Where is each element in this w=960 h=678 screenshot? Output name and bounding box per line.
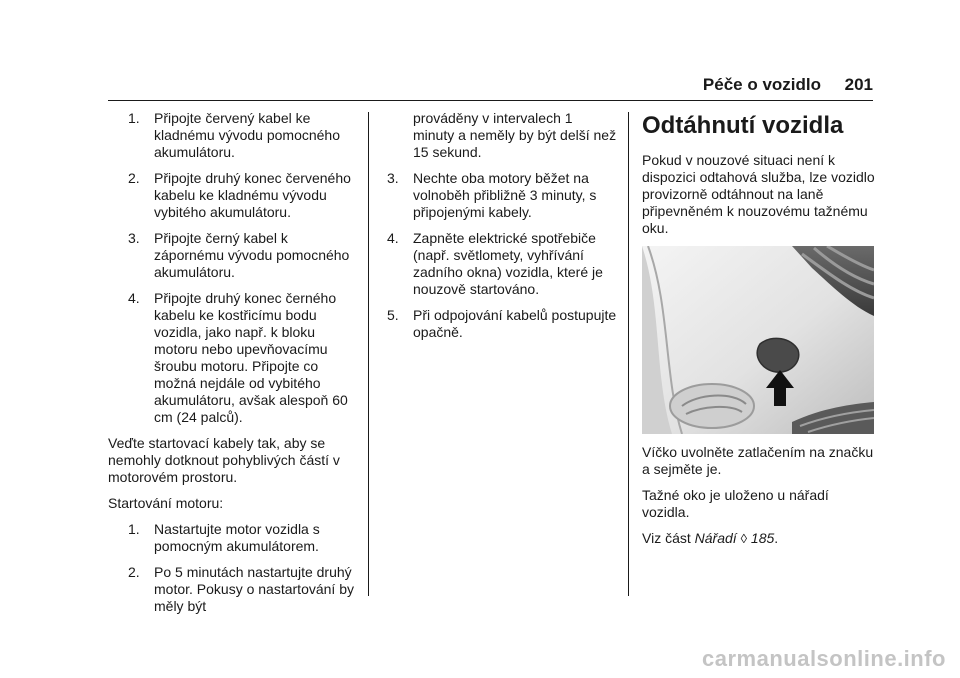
step-text: Při odpojování kabelů postupujte opačně.: [413, 307, 617, 340]
list-item: [128, 230, 358, 281]
list-item: [128, 521, 358, 555]
column-left: [108, 110, 358, 624]
column-divider: [368, 112, 369, 596]
column-middle: [387, 110, 617, 350]
towing-eye-cover-photo: [642, 246, 874, 434]
step-number: 4.: [128, 290, 140, 306]
list-item: [128, 290, 358, 426]
page-number: 201: [844, 75, 873, 94]
page-title: Péče o vozidlo: [702, 75, 821, 94]
watermark: carmanualsonline.info: [702, 646, 946, 671]
list-item: [387, 230, 617, 298]
step-text: Nastartujte motor vozidla s pomocným akumulátorem.: [154, 521, 320, 554]
step-text: Připojte druhý konec červeného kabelu ke kladnému vývodu vybitého akumulátoru.: [154, 170, 351, 220]
page-reference-icon: ◊: [740, 531, 748, 546]
cross-reference: [642, 530, 877, 547]
step-number: 1.: [128, 521, 140, 537]
reference-link[interactable]: Nářadí: [694, 530, 737, 546]
towing-eye-note: Tažné oko je uloženo u nářadí vozidla.: [642, 487, 829, 520]
column-divider: [628, 112, 629, 596]
step-text: Zapněte elektrické spotřebiče (např. světlomety, vyhřívání zadního okna) vozidla, které je nouzově startováno.: [413, 230, 603, 297]
list-item: [128, 170, 358, 221]
photo-caption: Víčko uvolněte zatlačením na značku a sejměte je.: [642, 444, 874, 477]
step-text: Připojte druhý konec černého kabelu ke kostřicímu bodu vozidla, jako např. k bloku motoru nebo upevňovacímu šroubu motoru. Připojte co možná nejdále od vybitého akumulátoru, avšak alespoň 60 cm (24 palců).: [154, 290, 348, 425]
list-item: [387, 170, 617, 221]
list-item: [128, 110, 358, 161]
step-text: Nechte oba motory běžet na volnoběh přibližně 3 minuty, s připojenými kabely.: [413, 170, 597, 220]
reference-suffix: .: [774, 530, 779, 546]
reference-page[interactable]: 185: [750, 530, 775, 546]
paragraph-cables: Veďte startovací kabely tak, aby se nemohly dotknout pohyblivých částí v motorovém prostoru.: [108, 435, 340, 485]
step-number: 3.: [387, 170, 399, 186]
list-item-continuation: [387, 110, 617, 161]
section-title: Odtáhnutí vozidla: [642, 112, 844, 139]
step-text: Připojte černý kabel k zápornému vývodu pomocného akumulátoru.: [154, 230, 350, 280]
step-number: 2.: [128, 564, 140, 580]
step-number: 3.: [128, 230, 140, 246]
list-item: [128, 564, 358, 615]
paragraph-start: Startování motoru:: [108, 495, 224, 511]
step-number: 5.: [387, 307, 399, 323]
step-text: Po 5 minutách nastartujte druhý motor. Pokusy o nastartování by měly být: [154, 564, 354, 614]
step-number: 2.: [128, 170, 140, 186]
step-text: prováděny v intervalech 1 minuty a neměly by být delší než 15 sekund.: [413, 110, 617, 160]
reference-prefix: Viz část: [642, 530, 695, 546]
page-header: [108, 66, 873, 101]
column-right: [642, 110, 877, 556]
list-item: [387, 307, 617, 341]
step-number: 1.: [128, 110, 140, 126]
step-text: Připojte červený kabel ke kladnému vývodu pomocného akumulátoru.: [154, 110, 341, 160]
step-number: 4.: [387, 230, 399, 246]
intro-paragraph: Pokud v nouzové situaci není k dispozici odtahová služba, lze vozidlo provizorně odtáhnout na laně připevněném k nouzovému tažnému oku.: [642, 152, 875, 236]
